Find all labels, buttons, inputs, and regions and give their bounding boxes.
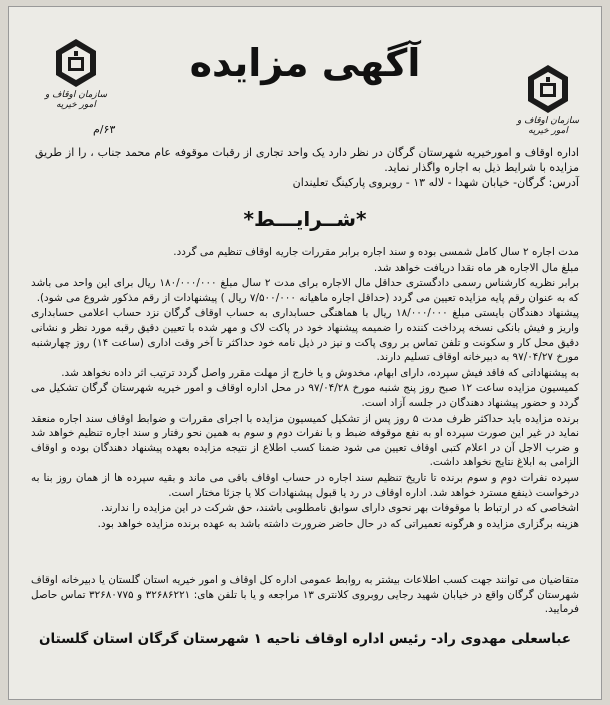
signature-line: عباسعلی مهدوی راد- رئیس اداره اوقاف ناحیه ۱ شهرستان گرگان استان گلستان <box>39 631 571 647</box>
condition-item: اشخاصی که در ارتباط با موقوفات بهر نحوی دارای سوابق نامطلوبی باشند، حق شرکت در این مزایده را ندارند. <box>100 502 579 515</box>
org-name: سازمان اوقاف و امور خیریه <box>44 90 108 110</box>
contact-info <box>31 573 579 617</box>
condition-item: برابر نظریه کارشناس رسمی دادگستری حداقل مال الاجاره برای مدت ۲ سال مبلغ ۱۸۰/۰۰۰/۰۰۰ ریال برای این واحد می باشد که به عنوان رقم پایه مزایده تعیین می گردد (حداقل اجاره ماهیانه ۷/۵۰۰/۰۰۰ ریال ) پیشنهادات از رقم مذکور شروع می شود). <box>31 277 579 304</box>
condition-item: مدت اجاره ۲ سال کامل شمسی بوده و سند اجاره برابر مقررات جاریه اوقاف تنظیم می گردد. <box>173 246 579 258</box>
contact-text: متقاضیان می توانند جهت کسب اطلاعات بیشتر به روابط عمومی اداره کل اوقاف و امور خیریه استان گلستان یا دبیرخانه اوقاف شهرستان گرگان واقع در خیابان شهید رجایی روبروی کلانتری ۱۳ مراجعه و یا با تلفن های: ۳۲۶۸۶۲۲۱ و ۳۲۶۸۰۷۷۵ تماس حاصل فرمایید. <box>31 574 579 616</box>
condition-item: مبلغ مال الاجاره هر ماه نقدا دریافت خواهد شد. <box>373 261 579 274</box>
org-name: سازمان اوقاف و امور خیریه <box>516 116 580 136</box>
condition-item: پیشنهاد دهندگان بایستی مبلغ ۱۸/۰۰۰/۰۰۰ ریال با هماهنگی حسابداری به حساب اوقاف گرگان نزد حساب اعلامی حسابداری واریز و فیش بانکی نسخه پرداخت کننده را ضمیمه پیشنهاد خود در پاکت لاک و مهر شده با تعیین دقیق رقبه مورد نظر و نشانی دقیق محل کار و سکونت و تلفن تماس بر روی پاکت و نیز در ذیل نامه خود حداکثر تا آخر وقت اداری (ساعت ۱۴) روز چهارشنبه مورخ ۹۷/۰۴/۲۷ به دبیرخانه اوقاف تسلیم دارند. <box>31 307 579 364</box>
condition-item: به پیشنهاداتی که فاقد فیش سپرده، دارای ابهام، مخدوش و یا خارج از مهلت مقرر واصل گردد ترتیب اثر داده نخواهد شد. <box>61 366 579 379</box>
condition-item: هزینه برگزاری مزایده و هرگونه تعمیراتی که در حال حاضر ضرورت داشته باشد به عهده برنده مزایده خواهد بود. <box>97 517 579 530</box>
condition-item: برنده مزایده باید حداکثر ظرف مدت ۵ روز پس از تشکیل کمیسیون مزایده با اجرای مقررات و ضوابط اوقاف سند اجاره منعقد نماید در غیر این صورت سپرده او به نفع موقوفه ضبط و با نفرات دوم و سوم به همین نحو رفتار و سند اجاره تنظیم خواهد شد و ضرب الاجل آن در اعلام کتبی اوقاف تعیین می شود ضمنا کسب اطلاع از نتیجه مزایده بعهده پیشنهاد دهندگان بوده و اوقاف الزامی به ابلاغ نتایج نخواهد داشت. <box>31 412 579 469</box>
intro-text: اداره اوقاف و امورخیریه شهرستان گرگان در نظر دارد یک واحد تجاری از رقبات موقوفه عام محمد جناب ، را از طریق مزایده با شرایط ذیل به اجاره واگذار نماید. <box>35 146 579 174</box>
notice-page <box>8 6 602 700</box>
condition-item: کمیسیون مزایده ساعت ۱۲ صبح روز پنج شنبه مورخ ۹۷/۰۴/۲۸ در محل اداره اوقاف و امور خیریه شهرستان گرگان تشکیل می گردد و حضور پیشنهاد دهندگان در جلسه آزاد است. <box>31 382 579 409</box>
condition-item: سپرده نفرات دوم و سوم برنده تا تاریخ تنظیم سند اجاره در حساب اوقاف باقی می ماند و بقیه سپرده ها از همان روز بنا به درخواست ذینفع مسترد خواهد شد. اداره اوقاف در رد یا قبول پیشنهادات کلا یا جزئا مختار است. <box>31 471 579 499</box>
notice-headline: آگهی مزایده <box>189 41 421 85</box>
conditions-list <box>31 245 579 532</box>
document-number: ۶۳/م <box>93 123 116 136</box>
conditions-heading: *شــرایـــط* <box>243 207 367 231</box>
property-address: آدرس: گرگان- خیابان شهدا - لاله ۱۳ - روبروی پارکینگ تعلیندان <box>292 176 579 189</box>
intro-paragraph <box>35 145 579 190</box>
